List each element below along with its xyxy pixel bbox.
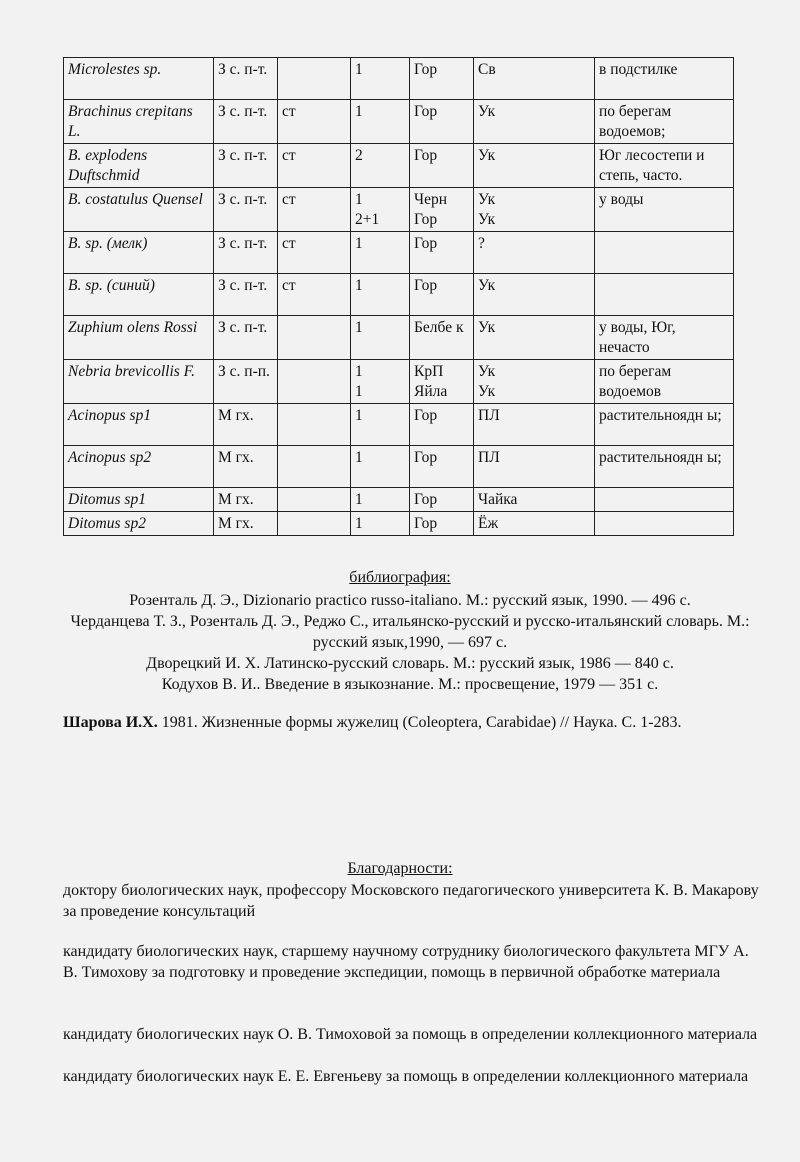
status-cell: ст	[278, 274, 351, 316]
thanks-item	[63, 1024, 763, 1045]
notes-cell: по берегам водоемов;	[595, 100, 734, 144]
thanks-item	[63, 880, 763, 922]
thanks-text: кандидату биологических наук Е. Е. Евгеньеву за помощь в определении коллекционного материала	[63, 1068, 749, 1085]
species-name-cell: Ditomus sp1	[64, 488, 214, 512]
table-row	[64, 274, 734, 316]
collector-cell: Ук	[474, 100, 595, 144]
life-form-cell: М гх.	[214, 488, 278, 512]
species-table	[63, 57, 734, 536]
locality-cell: Гор	[410, 488, 474, 512]
locality-cell: Гор	[410, 144, 474, 188]
thanks-title: Благодарности:	[347, 860, 453, 877]
table-row	[64, 100, 734, 144]
table-row	[64, 316, 734, 360]
notes-cell: у воды, Юг, нечасто	[595, 316, 734, 360]
status-cell: ст	[278, 144, 351, 188]
status-cell	[278, 446, 351, 488]
bibliography-heading	[0, 567, 800, 588]
thanks-item	[63, 941, 763, 983]
notes-cell: по берегам водоемов	[595, 360, 734, 404]
bibliography-entry: Кодухов В. И.. Введение в языкознание. М.: просвещение, 1979 — 351 с.	[161, 676, 659, 693]
collector-cell: Св	[474, 58, 595, 100]
species-name-cell: B. costatulus Quensel	[64, 188, 214, 232]
species-name-cell: Nebria brevicollis F.	[64, 360, 214, 404]
collector-cell: Ук Ук	[474, 360, 595, 404]
collector-cell: Ук Ук	[474, 188, 595, 232]
collector-cell: ПЛ	[474, 446, 595, 488]
collector-cell: ?	[474, 232, 595, 274]
life-form-cell: М гх.	[214, 446, 278, 488]
notes-cell: в подстилке	[595, 58, 734, 100]
collector-cell: Ёж	[474, 512, 595, 536]
species-name-cell: Brachinus crepitans L.	[64, 100, 214, 144]
thanks-item	[63, 1066, 763, 1087]
table-row	[64, 232, 734, 274]
table-row	[64, 144, 734, 188]
collector-cell: Чайка	[474, 488, 595, 512]
count-cell: 1	[351, 512, 410, 536]
count-cell: 1	[351, 446, 410, 488]
notes-cell: растительноядн ы;	[595, 404, 734, 446]
count-cell: 1 2+1	[351, 188, 410, 232]
thanks-text: кандидату биологических наук, старшему научному сотруднику биологического факультета МГУ А. В. Тимохову за подготовку и проведение экспедиции, помощь в первичной обработке материала	[63, 943, 749, 981]
species-name-cell: Acinopus sp1	[64, 404, 214, 446]
status-cell: ст	[278, 188, 351, 232]
status-cell	[278, 58, 351, 100]
table-row	[64, 512, 734, 536]
species-name-cell: Ditomus sp2	[64, 512, 214, 536]
species-name-cell: B. explodens Duftschmid	[64, 144, 214, 188]
count-cell: 1	[351, 232, 410, 274]
species-name-cell: Acinopus sp2	[64, 446, 214, 488]
species-name-cell: Microlestes sp.	[64, 58, 214, 100]
collector-cell: Ук	[474, 274, 595, 316]
life-form-cell: М гх.	[214, 512, 278, 536]
count-cell: 1	[351, 316, 410, 360]
status-cell	[278, 316, 351, 360]
locality-cell: Белбе к	[410, 316, 474, 360]
life-form-cell: З с. п-т.	[214, 188, 278, 232]
notes-cell	[595, 512, 734, 536]
count-cell: 1	[351, 58, 410, 100]
count-cell: 1	[351, 404, 410, 446]
locality-cell: Гор	[410, 446, 474, 488]
life-form-cell: З с. п-т.	[214, 232, 278, 274]
count-cell: 1	[351, 274, 410, 316]
locality-cell: Черн Гор	[410, 188, 474, 232]
sharova-text: 1981. Жизненные формы жужелиц (Coleoptera, Carabidae) // Наука. С. 1-283.	[157, 714, 682, 731]
table-row	[64, 58, 734, 100]
locality-cell: Гор	[410, 100, 474, 144]
collector-cell: Ук	[474, 144, 595, 188]
life-form-cell: З с. п-т.	[214, 316, 278, 360]
locality-cell: Гор	[410, 404, 474, 446]
thanks-heading	[0, 858, 800, 879]
bibliography-entry: Дворецкий И. Х. Латинско-русский словарь. М.: русский язык, 1986 — 840 с.	[146, 655, 674, 672]
count-cell: 2	[351, 144, 410, 188]
status-cell	[278, 404, 351, 446]
table-row	[64, 488, 734, 512]
table-row	[64, 404, 734, 446]
species-name-cell: B. sp. (мелк)	[64, 232, 214, 274]
table-row	[64, 446, 734, 488]
notes-cell: Юг лесостепи и степь, часто.	[595, 144, 734, 188]
table-row	[64, 360, 734, 404]
locality-cell: Гор	[410, 232, 474, 274]
locality-cell: Гор	[410, 274, 474, 316]
species-table-body	[64, 58, 734, 536]
notes-cell	[595, 274, 734, 316]
status-cell	[278, 360, 351, 404]
notes-cell: растительноядн ы;	[595, 446, 734, 488]
thanks-text: доктору биологических наук, профессору Московского педагогического университета К. В. Макарову за проведение консультаций	[63, 882, 759, 920]
life-form-cell: З с. п-т.	[214, 58, 278, 100]
species-name-cell: Zuphium olens Rossi	[64, 316, 214, 360]
count-cell: 1 1	[351, 360, 410, 404]
status-cell: ст	[278, 232, 351, 274]
life-form-cell: З с. п-т.	[214, 144, 278, 188]
sharova-author: Шарова И.Х.	[63, 714, 158, 731]
species-name-cell: B. sp. (синий)	[64, 274, 214, 316]
collector-cell: Ук	[474, 316, 595, 360]
bibliography-list	[60, 590, 760, 695]
status-cell	[278, 488, 351, 512]
table-row	[64, 188, 734, 232]
collector-cell: ПЛ	[474, 404, 595, 446]
bibliography-entry: Черданцева Т. З., Розенталь Д. Э., Реджо С., итальянско-русский и русско-итальянский словарь. М.: русский язык,1990, — 697 с.	[70, 613, 750, 651]
sharova-reference	[63, 712, 763, 733]
status-cell	[278, 512, 351, 536]
life-form-cell: З с. п-т.	[214, 100, 278, 144]
count-cell: 1	[351, 488, 410, 512]
life-form-cell: З с. п-п.	[214, 360, 278, 404]
locality-cell: Гор	[410, 58, 474, 100]
notes-cell	[595, 488, 734, 512]
count-cell: 1	[351, 100, 410, 144]
notes-cell: у воды	[595, 188, 734, 232]
bibliography-entry: Розенталь Д. Э., Dizionario practico russo-italiano. М.: русский язык, 1990. — 496 с.	[129, 592, 691, 609]
life-form-cell: З с. п-т.	[214, 274, 278, 316]
status-cell: ст	[278, 100, 351, 144]
locality-cell: Гор	[410, 512, 474, 536]
notes-cell	[595, 232, 734, 274]
bibliography-title: библиография:	[349, 569, 451, 586]
locality-cell: КрП Яйла	[410, 360, 474, 404]
life-form-cell: М гх.	[214, 404, 278, 446]
thanks-text: кандидату биологических наук О. В. Тимоховой за помощь в определении коллекционного материала	[63, 1026, 758, 1043]
